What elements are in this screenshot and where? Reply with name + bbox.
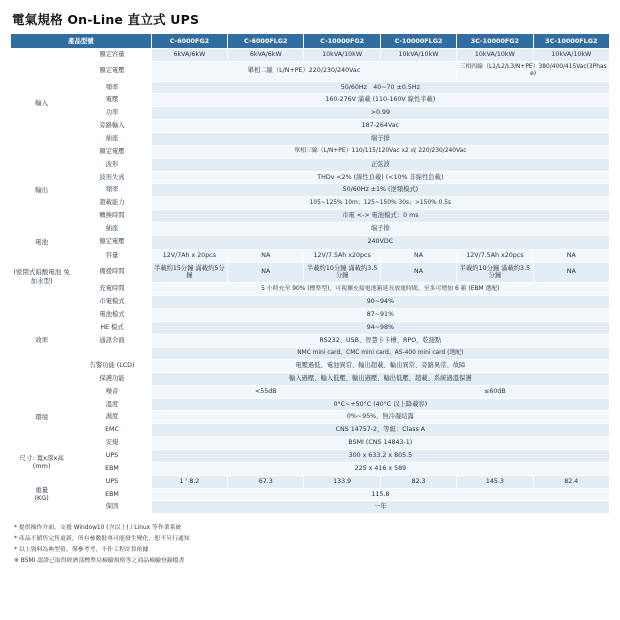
- row-item-label: 告警功能 (LCD): [73, 359, 151, 372]
- table-row: [11, 262, 610, 283]
- table-row: [11, 133, 610, 146]
- row-item-label: 插座: [73, 223, 151, 236]
- table-row: [11, 488, 610, 501]
- row-item-label: UPS: [73, 475, 151, 488]
- table-row: [11, 210, 610, 223]
- header-model-6: 3C-10000FLG2: [533, 34, 609, 49]
- row-item-label: 插座: [73, 133, 151, 146]
- table-row: [11, 372, 610, 385]
- spec-cell: NA: [380, 249, 456, 262]
- spec-cell: 三相四線（L1/L2/L3/N+PE）380/400/415Vac(3Phase): [457, 61, 610, 81]
- spec-cell: 端子排: [151, 133, 609, 146]
- spec-cell: 1 ' 8.2: [151, 475, 227, 488]
- row-item-label: HE 模式: [73, 321, 151, 334]
- spec-cell: 單相三線（L/N+PE）110/115/120Vac x2 或 220/230/240Vac: [151, 145, 609, 158]
- spec-cell: 90~94%: [151, 296, 609, 309]
- spec-cell: 一年: [151, 501, 609, 514]
- header-model-4: C-10000FLG2: [380, 34, 456, 49]
- table-row: [11, 449, 610, 462]
- spec-cell: NA: [380, 262, 456, 283]
- spec-cell: CNS 14757-2，等級：Class A: [151, 424, 609, 437]
- row-item-label: 電池模式: [73, 308, 151, 321]
- row-group-label: 效率: [11, 296, 73, 386]
- table-body: [11, 49, 610, 514]
- spec-cell: THDv <2% (線性負載) (<10% 非線性負載): [151, 171, 609, 184]
- row-item-label: EMC: [73, 424, 151, 437]
- spec-cell: 12V/7.5Ah x20pcs: [304, 249, 380, 262]
- spec-cell: 0%~95%，無冷凝結露: [151, 411, 609, 424]
- row-item-label: UPS: [73, 449, 151, 462]
- table-row: [11, 120, 610, 133]
- spec-cell: 10kVA/10kW: [380, 49, 456, 62]
- row-item-label: 頻率: [73, 184, 151, 197]
- table-row: [11, 49, 610, 62]
- spec-cell: 5 小時充至 90% (標準型)，可視擴充接電池箱延長放電時間，至多可增加 6 箱 (EBM 選配): [151, 283, 609, 296]
- spec-cell: NA: [228, 262, 304, 283]
- table-row: [11, 359, 610, 372]
- row-group-label: 環境: [11, 385, 73, 449]
- footnotes: [14, 523, 610, 567]
- row-item-label: 旁路輸入: [73, 120, 151, 133]
- table-row: [11, 197, 610, 210]
- row-group-label: (密閉式鉛酸電池 免加水型): [11, 249, 73, 295]
- spec-cell: 10kVA/10kW: [304, 49, 380, 62]
- spec-cell: 端子排: [151, 223, 609, 236]
- row-item-label: 功率: [73, 107, 151, 120]
- row-group-label: 尺寸: 寬x深x高 (mm): [11, 449, 73, 475]
- spec-cell: NA: [533, 249, 609, 262]
- row-item-label: EBM: [73, 462, 151, 475]
- row-item-label: 額定電壓: [73, 235, 151, 249]
- table-row: [11, 283, 610, 296]
- table-row: [11, 347, 610, 359]
- row-item-label: 額定電壓: [73, 61, 151, 81]
- spec-cell: 87~91%: [151, 308, 609, 321]
- row-item-label: 通訊介面: [73, 334, 151, 347]
- footnote-4: ※ BSMI 認證已取得經濟部標準局檢驗規格等之商品檢驗登錄檔書: [14, 558, 185, 565]
- row-item-label: 保護功能: [73, 372, 151, 385]
- table-row: [11, 107, 610, 120]
- spec-cell: 160-276V 滿載 (110-160V 線性半載): [151, 94, 609, 107]
- spec-cell: 187-264Vac: [151, 120, 609, 133]
- header-model-label: 產品型號: [11, 34, 152, 49]
- spec-cell: 82.4: [533, 475, 609, 488]
- row-item-label: 波形失真: [73, 171, 151, 184]
- spec-cell: <55dB: [151, 385, 380, 398]
- row-item-label: 頻率: [73, 81, 151, 94]
- row-group-label: 輸入: [11, 61, 73, 145]
- table-row: [11, 411, 610, 424]
- row-item-label: 波形: [73, 158, 151, 171]
- table-row: [11, 158, 610, 171]
- row-item-label: 電壓: [73, 94, 151, 107]
- spec-cell: 94~98%: [151, 321, 609, 334]
- spec-cell: 電壓過低、電池異常、輸出超載、輸出異常、旁路異常、故障: [151, 359, 609, 372]
- row-item-label: 超載能力: [73, 197, 151, 210]
- table-row: [11, 61, 610, 81]
- row-item-label: 備援時間: [73, 262, 151, 283]
- table-header: [11, 34, 610, 49]
- row-item-label: 額定容量: [73, 49, 151, 62]
- spec-cell: 半載約10分鐘 滿載約3.5分鐘: [304, 262, 380, 283]
- row-item-label: 濕度: [73, 411, 151, 424]
- spec-cell: 10kVA/10kW: [533, 49, 609, 62]
- spec-cell: 225 x 416 x 589: [151, 462, 609, 475]
- table-row: [11, 235, 610, 249]
- spec-cell: 115.8: [151, 488, 609, 501]
- page-title: 電氣規格 On-Line 直立式 UPS: [12, 12, 200, 27]
- table-row: [11, 81, 610, 94]
- table-row: [11, 296, 610, 309]
- row-item-label: 容量: [73, 249, 151, 262]
- row-item-label: 安規: [73, 437, 151, 450]
- table-row: [11, 501, 610, 514]
- spec-cell: 6kVA/6kW: [228, 49, 304, 62]
- row-group-label: [11, 49, 73, 62]
- table-row: [11, 94, 610, 107]
- spec-cell: 67.3: [228, 475, 304, 488]
- table-row: [11, 321, 610, 334]
- header-model-5: 3C-10000FG2: [457, 34, 533, 49]
- spec-cell: 82.3: [380, 475, 456, 488]
- spec-cell: 105~125% 10m；125~150% 30s；>150% 0.5s: [151, 197, 609, 210]
- row-group-label: 電池: [11, 235, 73, 249]
- row-group-label: 輸出: [11, 145, 73, 235]
- table-row: [11, 475, 610, 488]
- table-row: [11, 249, 610, 262]
- table-row: [11, 462, 610, 475]
- spec-cell: 12V/7Ah x 20pcs: [151, 249, 227, 262]
- row-item-label: 轉換時間: [73, 210, 151, 223]
- spec-cell: 輸入過壓、輸入低壓、輸出過壓、輸出低壓、超載、系統過溫保護: [151, 372, 609, 385]
- spec-cell: ≤60dB: [380, 385, 609, 398]
- spec-cell: RS232、USB、智慧卡卡槽、RPO、乾接點: [151, 334, 609, 347]
- header-model-2: C-6000FLG2: [228, 34, 304, 49]
- row-item-label: [73, 347, 151, 359]
- spec-cell: >0.99: [151, 107, 609, 120]
- spec-cell: 6kVA/6kW: [151, 49, 227, 62]
- spec-cell: 市電 <-> 電池模式：0 ms: [151, 210, 609, 223]
- spec-cell: 半載約15分鐘 滿載約5分鐘: [151, 262, 227, 283]
- table-row: [11, 308, 610, 321]
- table-row: [11, 398, 610, 411]
- table-row: [11, 145, 610, 158]
- row-item-label: 額定電壓: [73, 145, 151, 158]
- table-row: [11, 171, 610, 184]
- table-row: [11, 424, 610, 437]
- footnote-3: * 以上資料為典型值，僅參考考，不作工程計算依據: [14, 547, 149, 554]
- row-item-label: 保固: [73, 501, 151, 514]
- spec-cell: 300 x 633.2 x 805.5: [151, 449, 609, 462]
- spec-cell: 145.3: [457, 475, 533, 488]
- electrical-spec-table: [10, 33, 610, 514]
- spec-cell: 單相二線（L/N+PE）220/230/240Vac: [151, 61, 457, 81]
- table-row: [11, 184, 610, 197]
- spec-cell: 133.9: [304, 475, 380, 488]
- footnote-2: * 產品不銷售完售更新，所有參數批專可能發生變化，恕不另行通知: [14, 536, 190, 543]
- spec-cell: 10kVA/10kW: [457, 49, 533, 62]
- spec-cell: NMC mini card、CMC mini card、AS-400 mini card (選配): [151, 347, 609, 359]
- table-row: [11, 334, 610, 347]
- footnote-1: * 提供操作介面，支援 Window10 (含以上) / Linux 等作業系統: [14, 525, 182, 532]
- table-row: [11, 437, 610, 450]
- spec-cell: 0°C~+50°C (40°C 以上降載容): [151, 398, 609, 411]
- spec-cell: 正弦波: [151, 158, 609, 171]
- spec-cell: 50/60Hz 40~70 ±0.5Hz: [151, 81, 609, 94]
- row-item-label: 充電時間: [73, 283, 151, 296]
- spec-cell: 240VDC: [151, 235, 609, 249]
- table-row: [11, 385, 610, 398]
- header-model-1: C-6000FG2: [151, 34, 227, 49]
- header-model-3: C-10000FG2: [304, 34, 380, 49]
- row-item-label: 市電模式: [73, 296, 151, 309]
- spec-cell: BSMI (CNS 14843-1): [151, 437, 609, 450]
- spec-cell: NA: [228, 249, 304, 262]
- row-item-label: 噪音: [73, 385, 151, 398]
- spec-cell: NA: [533, 262, 609, 283]
- spec-cell: 12V/7.5Ah x20pcs: [457, 249, 533, 262]
- spec-cell: 半載約10分鐘 滿載約3.5分鐘: [457, 262, 533, 283]
- row-group-label: 重量 (KG): [11, 475, 73, 514]
- spec-cell: 50/60Hz ±1% (逆頻模式): [151, 184, 609, 197]
- row-item-label: 溫度: [73, 398, 151, 411]
- table-row: [11, 223, 610, 236]
- row-item-label: EBM: [73, 488, 151, 501]
